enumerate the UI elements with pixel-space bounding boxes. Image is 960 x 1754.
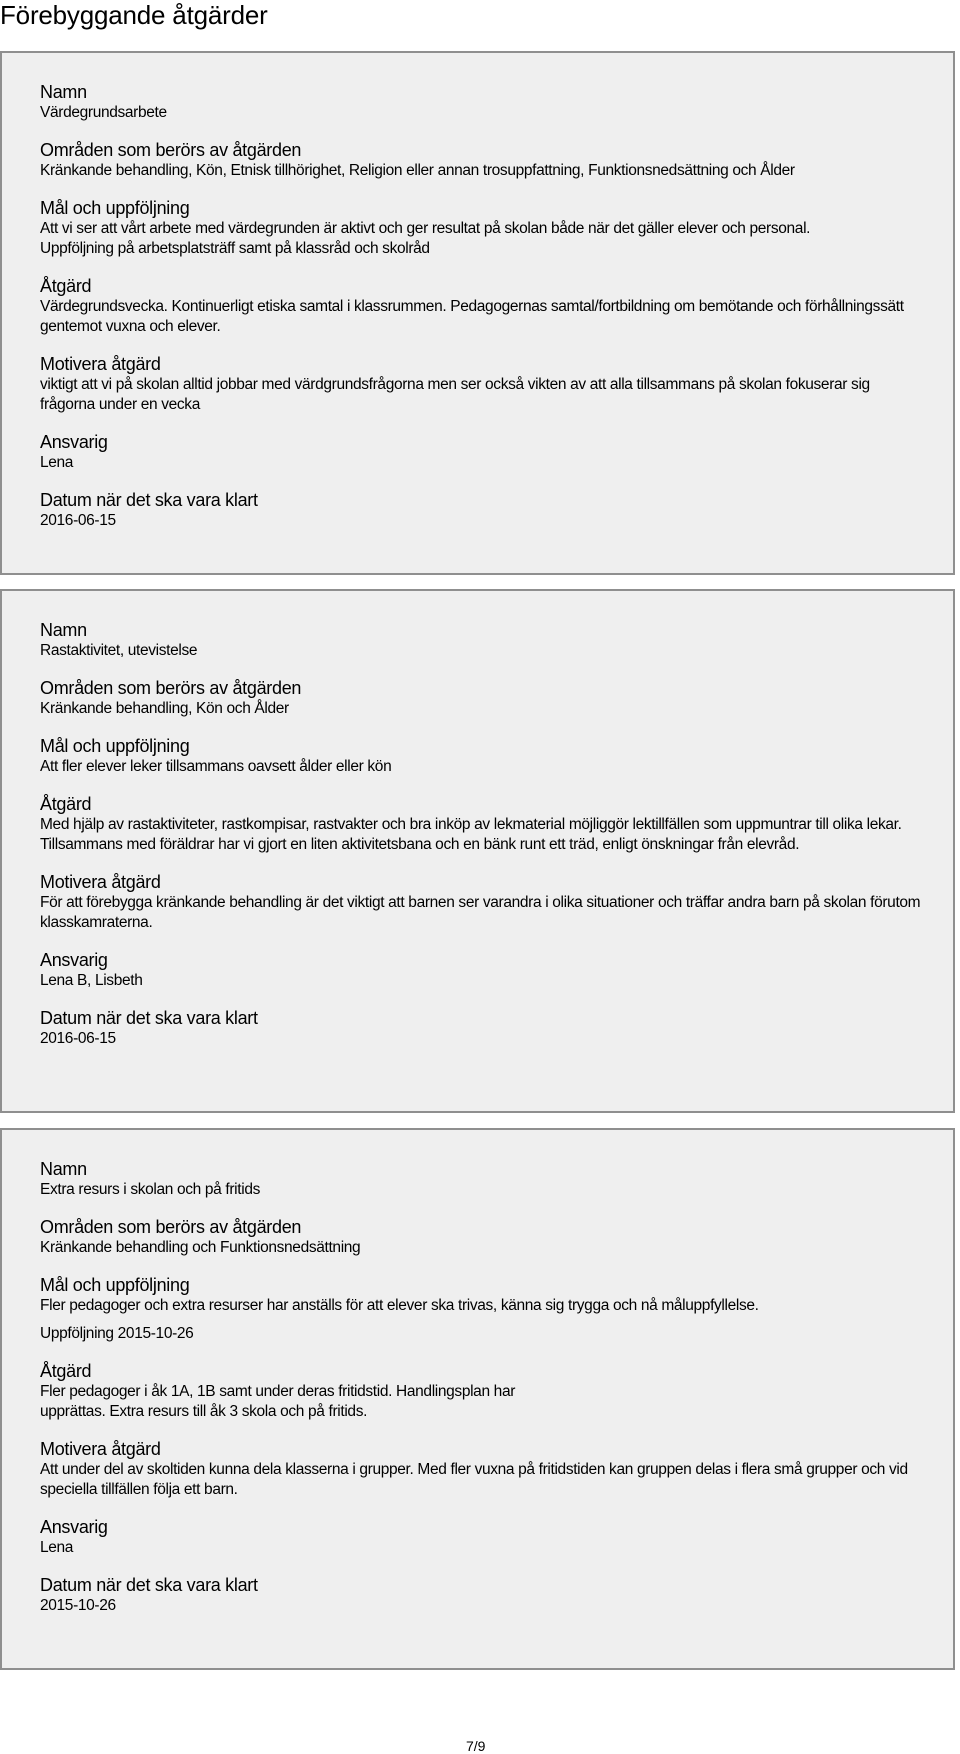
label-motivera: Motivera åtgärd [40,872,161,892]
label-datum: Datum när det ska vara klart [40,490,258,510]
value-ansvarig: Lena [40,454,74,471]
value-mal: Att fler elever leker tillsammans oavsett ålder eller kön [40,758,392,775]
measure-card-3 [0,1128,955,1670]
label-motivera: Motivera åtgärd [40,354,161,374]
value-omraden: Kränkande behandling, Kön och Ålder [40,700,289,717]
label-atgard: Åtgärd [40,276,92,296]
label-datum: Datum när det ska vara klart [40,1008,258,1028]
label-ansvarig: Ansvarig [40,950,108,970]
value-motivera: viktigt att vi på skolan alltid jobbar med värdgrundsfrågorna men ser också vikten av att alla tillsammans på skolan fokuserar sig frågorna under en vecka [40,376,870,413]
value-namn: Värdegrundsarbete [40,104,167,121]
value-omraden: Kränkande behandling och Funktionsnedsättning [40,1239,361,1256]
label-namn: Namn [40,82,87,102]
value-namn: Rastaktivitet, utevistelse [40,642,198,659]
label-omraden: Områden som berörs av åtgärden [40,1217,302,1237]
value-omraden: Kränkande behandling, Kön, Etnisk tillhörighet, Religion eller annan trosuppfattning, Funktionsnedsättning och Ålder [40,162,795,179]
value-mal: Att vi ser att vårt arbete med värdegrunden är aktivt och ger resultat på skolan både när det gäller elever och personal. Uppföljning på arbetsplatsträff samt på klassråd och skolråd [40,220,811,257]
value-atgard: Värdegrundsvecka. Kontinuerligt etiska samtal i klassrummen. Pedagogernas samtal/fortbildning om bemötande och förhållningssätt gentemot vuxna och elever. [40,298,904,335]
label-atgard: Åtgärd [40,794,92,814]
value-datum: 2016-06-15 [40,1030,116,1047]
value-atgard: Med hjälp av rastaktiviteter, rastkompisar, rastvakter och bra inköp av lekmaterial möjliggör lektillfällen som uppmuntrar till olika lekar. Tillsammans med föräldrar har vi gjort en liten aktivitetsbana och en bänk runt ett träd, enligt önskningar från elevråd. [40,816,902,853]
page-number: 7/9 [466,1738,486,1754]
label-mal: Mål och uppföljning [40,198,190,218]
label-ansvarig: Ansvarig [40,1517,108,1537]
label-atgard: Åtgärd [40,1361,92,1381]
value-mal-followup: Uppföljning 2015-10-26 [40,1325,194,1342]
measure-card-1 [0,51,955,575]
value-datum: 2016-06-15 [40,512,116,529]
value-namn: Extra resurs i skolan och på fritids [40,1181,260,1198]
value-atgard: Fler pedagoger i åk 1A, 1B samt under deras fritidstid. Handlingsplan har upprättas. Extra resurs till åk 3 skola och på fritids. [40,1383,516,1420]
value-mal: Fler pedagoger och extra resurser har anställs för att elever ska trivas, känna sig trygga och nå måluppfyllelse. [40,1297,759,1314]
label-namn: Namn [40,1159,87,1179]
label-mal: Mål och uppföljning [40,736,190,756]
label-omraden: Områden som berörs av åtgärden [40,140,302,160]
label-ansvarig: Ansvarig [40,432,108,452]
value-motivera: För att förebygga kränkande behandling är det viktigt att barnen ser varandra i olika situationer och träffar andra barn på skolan förutom klasskamraterna. [40,894,921,931]
label-datum: Datum när det ska vara klart [40,1575,258,1595]
measure-card-2 [0,589,955,1113]
label-omraden: Områden som berörs av åtgärden [40,678,302,698]
value-ansvarig: Lena B, Lisbeth [40,972,143,989]
label-mal: Mål och uppföljning [40,1275,190,1295]
value-motivera: Att under del av skoltiden kunna dela klasserna i grupper. Med fler vuxna på fritidstiden kan gruppen delas i flera små grupper och vid speciella tillfällen följa ett barn. [40,1461,908,1498]
label-motivera: Motivera åtgärd [40,1439,161,1459]
value-ansvarig: Lena [40,1539,74,1556]
page-title: Förebyggande åtgärder [0,0,268,30]
label-namn: Namn [40,620,87,640]
value-datum: 2015-10-26 [40,1597,116,1614]
